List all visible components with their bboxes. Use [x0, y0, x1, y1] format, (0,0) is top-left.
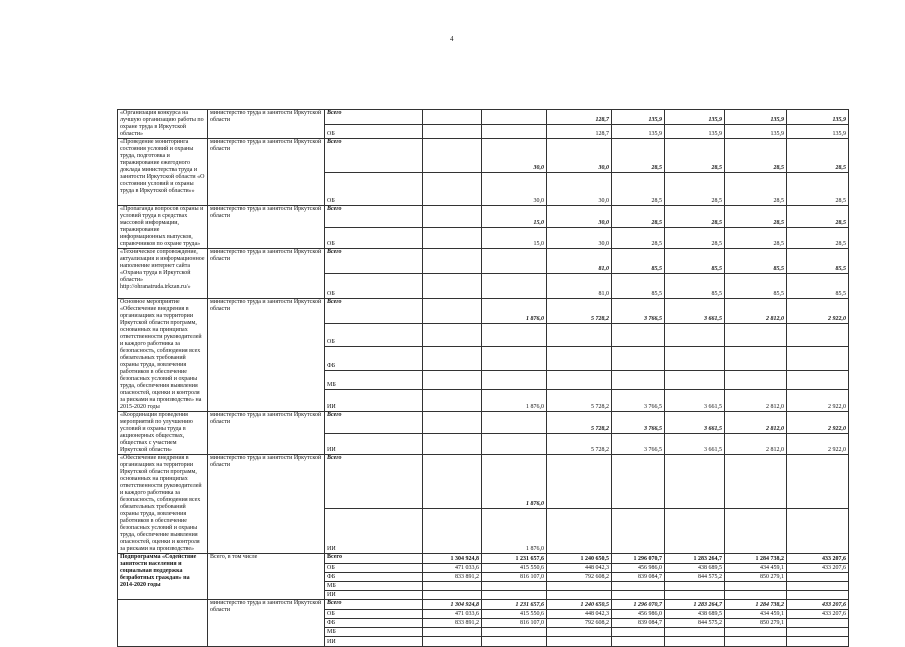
amount-cell — [725, 582, 787, 591]
amount-cell — [725, 628, 787, 637]
amount-cell: 128,7 — [547, 110, 612, 125]
executor: министерство труда и занятости Иркутской области — [208, 139, 325, 206]
amount-cell: 28,5 — [787, 227, 849, 249]
amount-cell — [482, 110, 547, 125]
amount-cell: 1 876,0 — [482, 508, 547, 553]
amount-cell: 28,5 — [787, 173, 849, 206]
amount-cell: 433 207,6 — [787, 554, 849, 564]
amount-cell: 2 812,0 — [725, 389, 787, 411]
amount-cell — [725, 637, 787, 647]
amount-cell: 135,9 — [787, 124, 849, 139]
amount-cell — [665, 323, 725, 347]
amount-cell: 85,5 — [665, 249, 725, 274]
amount-cell: 30,0 — [547, 173, 612, 206]
amount-cell — [612, 508, 665, 553]
amount-cell: 3 766,5 — [612, 412, 665, 434]
amount-cell — [612, 591, 665, 600]
amount-cell — [612, 582, 665, 591]
amount-cell: 1 231 657,6 — [482, 600, 547, 610]
amount-cell: 844 575,2 — [665, 573, 725, 582]
budget-table — [117, 109, 849, 647]
amount-cell — [787, 455, 849, 509]
amount-cell — [482, 249, 547, 274]
amount-cell: 434 459,1 — [725, 610, 787, 619]
funding-source: МБ — [325, 628, 423, 637]
amount-cell: 1 304 924,8 — [423, 600, 482, 610]
amount-cell: 1 283 264,7 — [665, 554, 725, 564]
funding-source: ИИ — [325, 433, 423, 455]
table-row — [118, 412, 849, 434]
executor: министерство труда и занятости Иркутской области — [208, 110, 325, 139]
funding-source: МБ — [325, 582, 423, 591]
amount-cell — [423, 370, 482, 389]
amount-cell — [423, 637, 482, 647]
amount-cell: 3 766,5 — [612, 433, 665, 455]
executor: министерство труда и занятости Иркутской области — [208, 455, 325, 554]
amount-cell — [423, 173, 482, 206]
funding-source: Всего — [325, 206, 423, 228]
amount-cell: 135,9 — [787, 110, 849, 125]
table-row — [118, 554, 849, 564]
amount-cell: 3 766,5 — [612, 389, 665, 411]
amount-cell: 850 279,1 — [725, 573, 787, 582]
amount-cell — [423, 508, 482, 553]
funding-source: Всего — [325, 455, 423, 509]
amount-cell: 433 207,6 — [787, 600, 849, 610]
amount-cell: 30,0 — [482, 139, 547, 173]
amount-cell — [787, 619, 849, 628]
amount-cell — [665, 582, 725, 591]
funding-source: ИИ — [325, 389, 423, 411]
amount-cell: 438 689,5 — [665, 564, 725, 573]
amount-cell: 28,5 — [725, 227, 787, 249]
measure-name: «Проведение мониторинга состояния условий и охраны труда, подготовка и тиражирование ежегодного доклада министерства труда и занятости Иркутской области «О состоянии условий и охраны труда в Иркутской области»» — [118, 139, 208, 206]
amount-cell — [423, 274, 482, 299]
amount-cell: 471 033,6 — [423, 610, 482, 619]
amount-cell — [423, 299, 482, 324]
amount-cell: 5 728,2 — [547, 433, 612, 455]
amount-cell — [547, 637, 612, 647]
amount-cell — [547, 508, 612, 553]
funding-source: ОБ — [325, 124, 423, 139]
amount-cell: 1 296 070,7 — [612, 554, 665, 564]
amount-cell — [612, 323, 665, 347]
table-row — [118, 600, 849, 610]
funding-source: ФБ — [325, 347, 423, 371]
table-row — [118, 249, 849, 274]
measure-name: «Техническое сопровождение, актуализация и информационное наполнение интернет сайта «Охрана труда в Иркутской области» http://ohranatruda.irkzan.ru/» — [118, 249, 208, 299]
amount-cell: 3 766,5 — [612, 299, 665, 324]
amount-cell: 816 107,0 — [482, 619, 547, 628]
amount-cell: 844 575,2 — [665, 619, 725, 628]
amount-cell: 1 296 070,7 — [612, 600, 665, 610]
amount-cell — [665, 347, 725, 371]
amount-cell: 15,0 — [482, 206, 547, 228]
table-row — [118, 299, 849, 324]
amount-cell — [725, 323, 787, 347]
measure-name: Подпрограмма «Содействие занятости населения и социальная поддержка безработных граждан» на 2014-2020 годы — [118, 554, 208, 600]
amount-cell: 1 284 738,2 — [725, 554, 787, 564]
amount-cell: 3 661,5 — [665, 433, 725, 455]
amount-cell: 28,5 — [787, 139, 849, 173]
amount-cell — [547, 370, 612, 389]
amount-cell: 28,5 — [665, 139, 725, 173]
amount-cell — [547, 455, 612, 509]
amount-cell: 1 240 650,5 — [547, 600, 612, 610]
amount-cell — [482, 591, 547, 600]
amount-cell: 456 986,0 — [612, 564, 665, 573]
funding-source: ОБ — [325, 173, 423, 206]
funding-source: ОБ — [325, 227, 423, 249]
amount-cell: 135,9 — [725, 110, 787, 125]
table-row — [118, 110, 849, 125]
amount-cell: 5 728,2 — [547, 412, 612, 434]
table-row — [118, 455, 849, 509]
amount-cell — [665, 628, 725, 637]
funding-source: ОБ — [325, 323, 423, 347]
amount-cell — [482, 124, 547, 139]
amount-cell: 792 608,2 — [547, 619, 612, 628]
amount-cell: 30,0 — [547, 139, 612, 173]
funding-source: Всего — [325, 110, 423, 125]
amount-cell: 448 042,3 — [547, 610, 612, 619]
amount-cell: 2 922,0 — [787, 299, 849, 324]
amount-cell — [423, 206, 482, 228]
amount-cell: 15,0 — [482, 227, 547, 249]
amount-cell — [787, 323, 849, 347]
table-row — [118, 139, 849, 173]
funding-source: Всего — [325, 249, 423, 274]
amount-cell — [423, 628, 482, 637]
amount-cell: 135,9 — [665, 124, 725, 139]
funding-source: ИИ — [325, 637, 423, 647]
funding-source: Всего — [325, 600, 423, 610]
funding-source: Всего — [325, 554, 423, 564]
amount-cell: 30,0 — [547, 206, 612, 228]
amount-cell: 28,5 — [612, 206, 665, 228]
funding-source: Всего — [325, 412, 423, 434]
executor: министерство труда и занятости Иркутской области — [208, 412, 325, 455]
funding-source: Всего — [325, 299, 423, 324]
amount-cell — [787, 508, 849, 553]
amount-cell: 415 550,6 — [482, 610, 547, 619]
amount-cell — [787, 573, 849, 582]
amount-cell: 135,9 — [725, 124, 787, 139]
amount-cell: 433 207,6 — [787, 610, 849, 619]
amount-cell: 2 812,0 — [725, 412, 787, 434]
amount-cell — [482, 274, 547, 299]
amount-cell — [547, 347, 612, 371]
table-row — [118, 206, 849, 228]
amount-cell: 135,9 — [665, 110, 725, 125]
executor: Всего, в том числе — [208, 554, 325, 600]
amount-cell: 28,5 — [665, 206, 725, 228]
amount-cell: 85,5 — [787, 249, 849, 274]
amount-cell: 85,5 — [787, 274, 849, 299]
amount-cell: 415 550,6 — [482, 564, 547, 573]
amount-cell: 850 279,1 — [725, 619, 787, 628]
executor: министерство труда и занятости Иркутской области — [208, 206, 325, 249]
measure-name: «Координация проведения мероприятий по улучшению условий и охраны труда в акционерных обществах, обществах с участием Иркутской области» — [118, 412, 208, 455]
amount-cell — [547, 582, 612, 591]
amount-cell: 5 728,2 — [547, 299, 612, 324]
amount-cell — [725, 508, 787, 553]
amount-cell: 471 033,6 — [423, 564, 482, 573]
amount-cell — [423, 110, 482, 125]
amount-cell — [423, 412, 482, 434]
amount-cell: 85,5 — [725, 274, 787, 299]
executor: министерство труда и занятости Иркутской области — [208, 299, 325, 412]
amount-cell — [423, 249, 482, 274]
amount-cell — [665, 591, 725, 600]
funding-source: ИИ — [325, 591, 423, 600]
amount-cell — [423, 323, 482, 347]
amount-cell: 2 922,0 — [787, 412, 849, 434]
amount-cell: 3 661,5 — [665, 299, 725, 324]
amount-cell: 2 922,0 — [787, 433, 849, 455]
amount-cell: 2 922,0 — [787, 389, 849, 411]
amount-cell: 28,5 — [725, 173, 787, 206]
amount-cell: 1 240 650,5 — [547, 554, 612, 564]
amount-cell: 438 689,5 — [665, 610, 725, 619]
amount-cell: 81,0 — [547, 274, 612, 299]
amount-cell — [423, 433, 482, 455]
amount-cell — [423, 582, 482, 591]
amount-cell — [482, 582, 547, 591]
amount-cell — [547, 323, 612, 347]
executor: министерство труда и занятости Иркутской области — [208, 249, 325, 299]
amount-cell: 3 661,5 — [665, 389, 725, 411]
amount-cell — [612, 370, 665, 389]
funding-source: ФБ — [325, 619, 423, 628]
amount-cell: 85,5 — [612, 249, 665, 274]
amount-cell — [482, 323, 547, 347]
amount-cell: 1 876,0 — [482, 455, 547, 509]
amount-cell — [787, 637, 849, 647]
amount-cell — [482, 412, 547, 434]
amount-cell: 28,5 — [612, 227, 665, 249]
amount-cell: 28,5 — [612, 139, 665, 173]
measure-name: «Обеспечение внедрения в организациях на территории Иркутской области программ, основанных на принципах ответственности руководителей и каждого работника за безопасность, соблюдения всех обязательных требований охраны труда, вовлечения работников в обеспечение безопасных условий и охраны труда, обеспечение выявления опасностей, оценки и контроля за рисками на производстве» — [118, 455, 208, 554]
amount-cell — [725, 455, 787, 509]
measure-name: «Организация конкурса на лучшую организацию работы по охране труда в Иркутской области» — [118, 110, 208, 139]
amount-cell: 28,5 — [665, 227, 725, 249]
amount-cell: 456 986,0 — [612, 610, 665, 619]
amount-cell — [725, 347, 787, 371]
amount-cell — [665, 637, 725, 647]
amount-cell — [612, 637, 665, 647]
amount-cell — [482, 370, 547, 389]
amount-cell — [482, 637, 547, 647]
amount-cell: 1 876,0 — [482, 389, 547, 411]
measure-name: Основное мероприятие «Обеспечение внедрения в организациях на территории Иркутской области программ, основанных на принципах ответственности руководителей и каждого работника за безопасность, соблюдения всех обязательных требований охраны труда, вовлечения работников в обеспечение безопасных условий и охраны труда, обеспечения выявления опасностей, оценки и контроля за рисками на производстве» на 2015-2020 годы — [118, 299, 208, 412]
amount-cell: 30,0 — [482, 173, 547, 206]
amount-cell: 85,5 — [612, 274, 665, 299]
amount-cell — [612, 347, 665, 371]
amount-cell — [423, 347, 482, 371]
measure-name — [118, 600, 208, 647]
amount-cell — [787, 370, 849, 389]
amount-cell — [787, 628, 849, 637]
amount-cell — [612, 628, 665, 637]
amount-cell — [423, 139, 482, 173]
amount-cell: 433 207,6 — [787, 564, 849, 573]
amount-cell: 2 812,0 — [725, 299, 787, 324]
funding-source: ОБ — [325, 564, 423, 573]
amount-cell: 839 084,7 — [612, 573, 665, 582]
amount-cell: 28,5 — [725, 206, 787, 228]
amount-cell: 5 728,2 — [547, 389, 612, 411]
amount-cell — [787, 591, 849, 600]
amount-cell: 135,9 — [612, 110, 665, 125]
amount-cell: 434 459,1 — [725, 564, 787, 573]
funding-source: ОБ — [325, 610, 423, 619]
amount-cell: 3 661,5 — [665, 412, 725, 434]
amount-cell: 28,5 — [787, 206, 849, 228]
amount-cell: 2 812,0 — [725, 433, 787, 455]
amount-cell: 128,7 — [547, 124, 612, 139]
amount-cell — [787, 347, 849, 371]
amount-cell — [787, 582, 849, 591]
amount-cell: 30,0 — [547, 227, 612, 249]
funding-source: ФБ — [325, 573, 423, 582]
amount-cell: 85,5 — [725, 249, 787, 274]
amount-cell — [423, 124, 482, 139]
amount-cell: 28,5 — [725, 139, 787, 173]
amount-cell — [665, 370, 725, 389]
amount-cell — [547, 591, 612, 600]
amount-cell: 448 042,3 — [547, 564, 612, 573]
measure-name: «Пропаганда вопросов охраны и условий труда в средствах массовой информации, тиражирование информационных выпусков, справочников по охране труда» — [118, 206, 208, 249]
funding-source: Всего — [325, 139, 423, 173]
executor: министерство труда и занятости Иркутской области — [208, 600, 325, 647]
amount-cell — [482, 347, 547, 371]
amount-cell: 833 891,2 — [423, 619, 482, 628]
amount-cell: 135,9 — [612, 124, 665, 139]
amount-cell: 1 304 924,8 — [423, 554, 482, 564]
amount-cell: 85,5 — [665, 274, 725, 299]
page-number: 4 — [450, 35, 454, 43]
amount-cell — [423, 455, 482, 509]
amount-cell: 81,0 — [547, 249, 612, 274]
amount-cell — [482, 628, 547, 637]
amount-cell — [665, 455, 725, 509]
amount-cell: 1 231 657,6 — [482, 554, 547, 564]
funding-source: ОБ — [325, 274, 423, 299]
amount-cell: 28,5 — [665, 173, 725, 206]
amount-cell: 839 084,7 — [612, 619, 665, 628]
amount-cell: 28,5 — [612, 173, 665, 206]
amount-cell — [725, 370, 787, 389]
amount-cell — [725, 591, 787, 600]
amount-cell — [612, 455, 665, 509]
funding-source: МБ — [325, 370, 423, 389]
amount-cell — [665, 508, 725, 553]
amount-cell — [423, 227, 482, 249]
amount-cell: 1 283 264,7 — [665, 600, 725, 610]
amount-cell: 792 608,2 — [547, 573, 612, 582]
amount-cell — [423, 591, 482, 600]
amount-cell: 1 284 738,2 — [725, 600, 787, 610]
amount-cell — [423, 389, 482, 411]
funding-source: ИИ — [325, 508, 423, 553]
amount-cell — [547, 628, 612, 637]
amount-cell — [482, 433, 547, 455]
amount-cell: 1 876,0 — [482, 299, 547, 324]
amount-cell: 816 107,0 — [482, 573, 547, 582]
amount-cell: 833 891,2 — [423, 573, 482, 582]
